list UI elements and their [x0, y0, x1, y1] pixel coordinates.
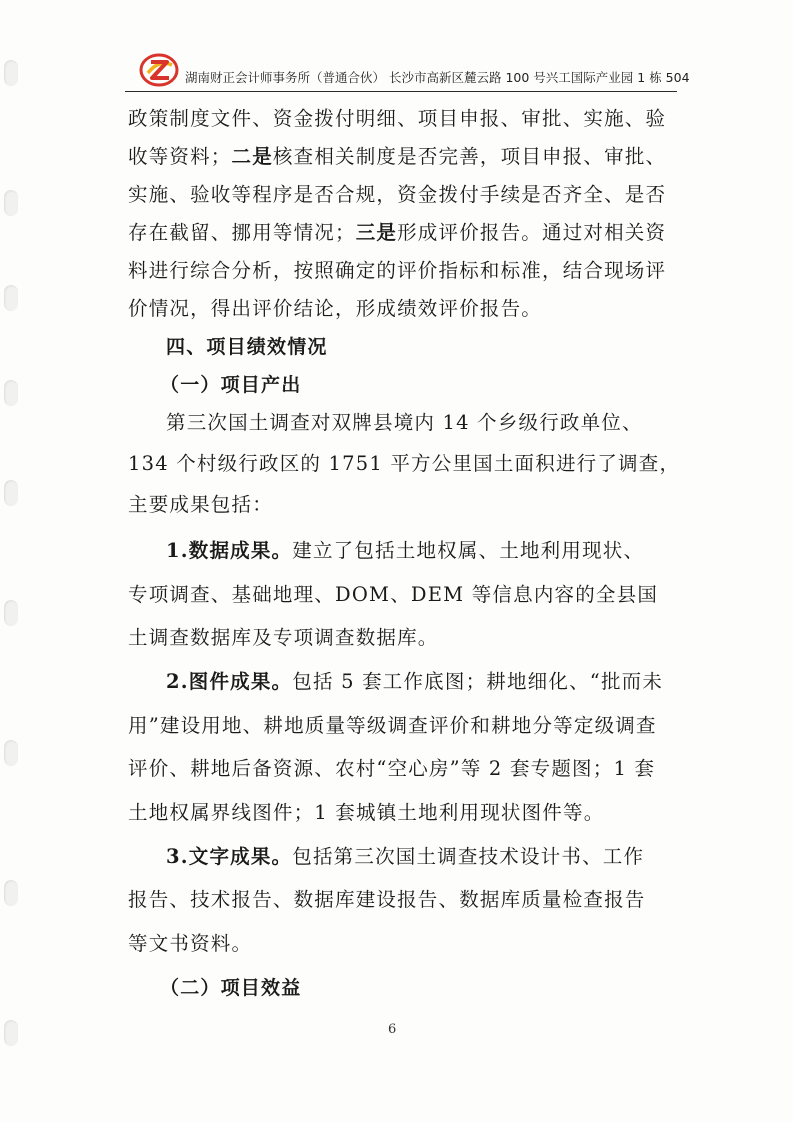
emphasis-label: 三是 — [355, 221, 398, 244]
binding-hole — [4, 190, 18, 216]
text-line: 价情况，得出评价结论，形成绩效评价报告。 — [128, 297, 543, 320]
text-line: 报告、技术报告、数据库建设报告、数据库质量检查报告 — [128, 888, 646, 911]
text-run: 包括 5 套工作底图；耕地细化、“批而未 — [292, 670, 664, 693]
page-number: 6 — [388, 1022, 397, 1037]
firm-logo — [139, 49, 179, 89]
text-run: 收等资料； — [128, 145, 232, 168]
text-line: 料进行综合分析，按照确定的评价指标和标准，结合现场评 — [128, 259, 667, 282]
text-line: 用”建设用地、耕地质量等级调查评价和耕地分等定级调查 — [128, 714, 657, 737]
binding-hole — [4, 60, 18, 86]
binding-hole — [4, 740, 18, 766]
binding-hole — [4, 880, 18, 906]
text-line: 评价、耕地后备资源、农村“空心房”等 2 套专题图；1 套 — [128, 757, 656, 780]
emphasis-label: 二是 — [231, 145, 273, 168]
text-line: 土地权属界线图件；1 套城镇土地利用现状图件等。 — [128, 801, 605, 824]
text-line: 第三次国土调查对双牌县境内 14 个乡级行政单位、 — [166, 411, 643, 434]
text-run: 包括第三次国土调查技术设计书、工作 — [292, 845, 645, 868]
firm-address: 长沙市高新区麓云路 100 号兴工国际产业园 1 栋 504 — [389, 70, 690, 85]
text-run: 核查相关制度是否完善，项目申报、审批、 — [272, 145, 667, 168]
item-label: 2.图件成果。 — [166, 670, 293, 693]
text-run: 存在截留、挪用等情况； — [128, 221, 356, 244]
binding-hole — [4, 380, 18, 406]
text-line: 政策制度文件、资金拨付明细、项目申报、审批、实施、验 — [128, 107, 667, 130]
firm-name: 湖南财正会计师事务所（普通合伙） — [185, 70, 386, 85]
section-heading: 四、项目绩效情况 — [166, 336, 328, 358]
text-line: 专项调查、基础地理、DOM、DEM 等信息内容的全县国 — [128, 583, 659, 606]
letterhead — [125, 42, 690, 94]
header-divider — [125, 91, 677, 92]
binding-hole — [4, 1020, 18, 1046]
text-line — [166, 838, 644, 876]
text-run: 建立了包括土地权属、土地利用现状、 — [292, 539, 645, 562]
text-line: 主要成果包括： — [128, 493, 273, 516]
item-label: 1.数据成果。 — [166, 539, 293, 562]
binding-hole — [4, 600, 18, 626]
binding-hole — [4, 480, 18, 506]
text-line — [166, 532, 644, 570]
binding-hole — [4, 285, 18, 311]
text-line — [166, 663, 663, 701]
text-line — [128, 138, 666, 176]
text-line — [128, 214, 666, 252]
item-label: 3.文字成果。 — [166, 845, 293, 868]
text-line: 实施、验收等程序是否合规，资金拨付手续是否齐全、是否 — [128, 183, 667, 206]
text-line: 134 个村级行政区的 1751 平方公里国土面积进行了调查， — [128, 452, 681, 475]
text-run: 形成评价报告。通过对相关资 — [397, 221, 667, 244]
subsection-heading: （二）项目效益 — [160, 977, 302, 999]
subsection-heading: （一）项目产出 — [160, 374, 302, 396]
text-line: 等文书资料。 — [128, 932, 253, 955]
text-line: 土调查数据库及专项调查数据库。 — [128, 626, 439, 649]
